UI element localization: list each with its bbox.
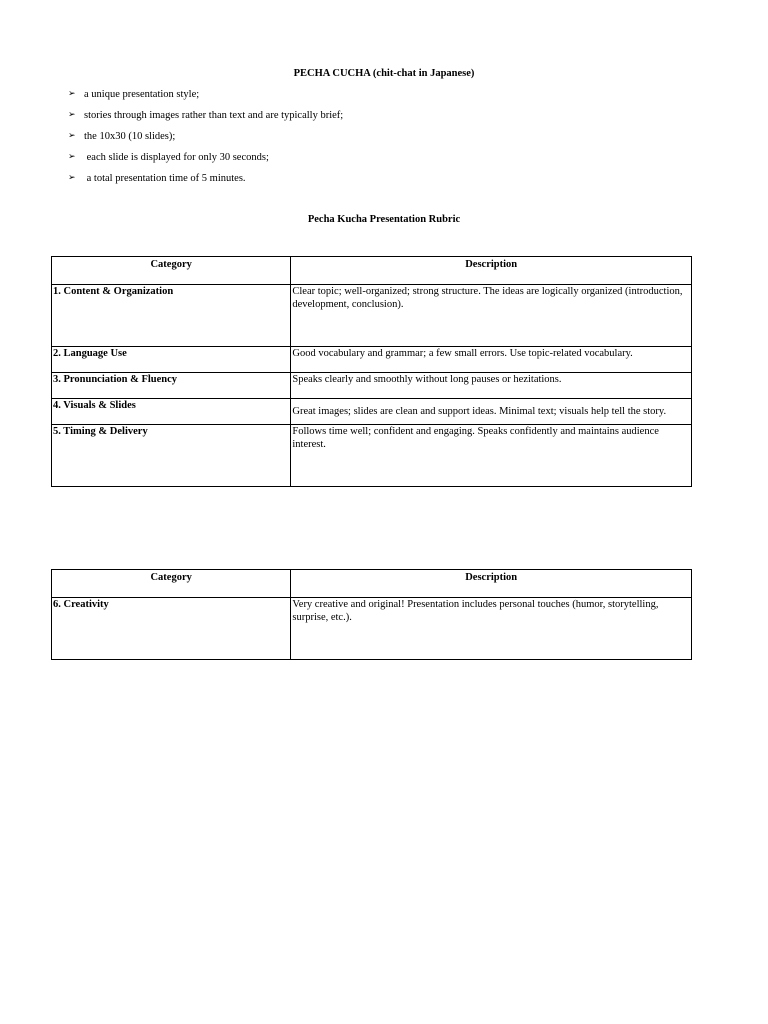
- feature-list: [68, 88, 343, 193]
- table-row: [52, 399, 692, 425]
- arrow-bullet-icon: ➢: [68, 110, 76, 120]
- category-cell: 2. Language Use: [52, 347, 291, 373]
- category-cell: 4. Visuals & Slides: [52, 399, 291, 425]
- list-item-text: a total presentation time of 5 minutes.: [84, 173, 246, 184]
- table-header-row: [52, 570, 692, 598]
- arrow-bullet-icon: ➢: [68, 152, 76, 162]
- category-cell: 3. Pronunciation & Fluency: [52, 373, 291, 399]
- category-cell: 5. Timing & Delivery: [52, 425, 291, 487]
- description-cell: Follows time well; confident and engaging. Speaks confidently and maintains audience interest.: [291, 425, 692, 487]
- description-cell: Good vocabulary and grammar; a few small errors. Use topic-related vocabulary.: [291, 347, 692, 373]
- table-row: [52, 373, 692, 399]
- category-cell: 6. Creativity: [52, 598, 291, 660]
- list-item: [68, 172, 343, 193]
- list-item-text: stories through images rather than text and are typically brief;: [84, 110, 344, 121]
- list-item: [68, 88, 343, 109]
- arrow-bullet-icon: ➢: [68, 173, 76, 183]
- table-row: [52, 598, 692, 660]
- list-item: [68, 130, 343, 151]
- table-row: [52, 347, 692, 373]
- description-cell: Great images; slides are clean and support ideas. Minimal text; visuals help tell the story.: [291, 399, 692, 425]
- description-cell: Speaks clearly and smoothly without long pauses or hezitations.: [291, 373, 692, 399]
- rubric-title: Pecha Kucha Presentation Rubric: [307, 214, 461, 225]
- column-header-category: Category: [52, 570, 291, 598]
- column-header-description: Description: [291, 570, 692, 598]
- arrow-bullet-icon: ➢: [68, 131, 76, 141]
- list-item-text: a unique presentation style;: [84, 89, 200, 100]
- table-row: [52, 285, 692, 347]
- description-cell: Clear topic; well-organized; strong structure. The ideas are logically organized (introduction, development, conclusion).: [291, 285, 692, 347]
- arrow-bullet-icon: ➢: [68, 89, 76, 99]
- table-row: [52, 425, 692, 487]
- column-header-category: Category: [52, 257, 291, 285]
- rubric-table: [51, 256, 692, 487]
- description-cell: Very creative and original! Presentation includes personal touches (humor, storytelling, surprise, etc.).: [291, 598, 692, 660]
- list-item-text: the 10x30 (10 slides);: [84, 131, 176, 142]
- list-item: [68, 151, 343, 172]
- table-header-row: [52, 257, 692, 285]
- list-item-text: each slide is displayed for only 30 seconds;: [84, 152, 269, 163]
- category-cell: 1. Content & Organization: [52, 285, 291, 347]
- list-item: [68, 109, 343, 130]
- document-title: PECHA CUCHA (chit-chat in Japanese): [293, 68, 475, 79]
- rubric-table-extra: [51, 569, 692, 660]
- column-header-description: Description: [291, 257, 692, 285]
